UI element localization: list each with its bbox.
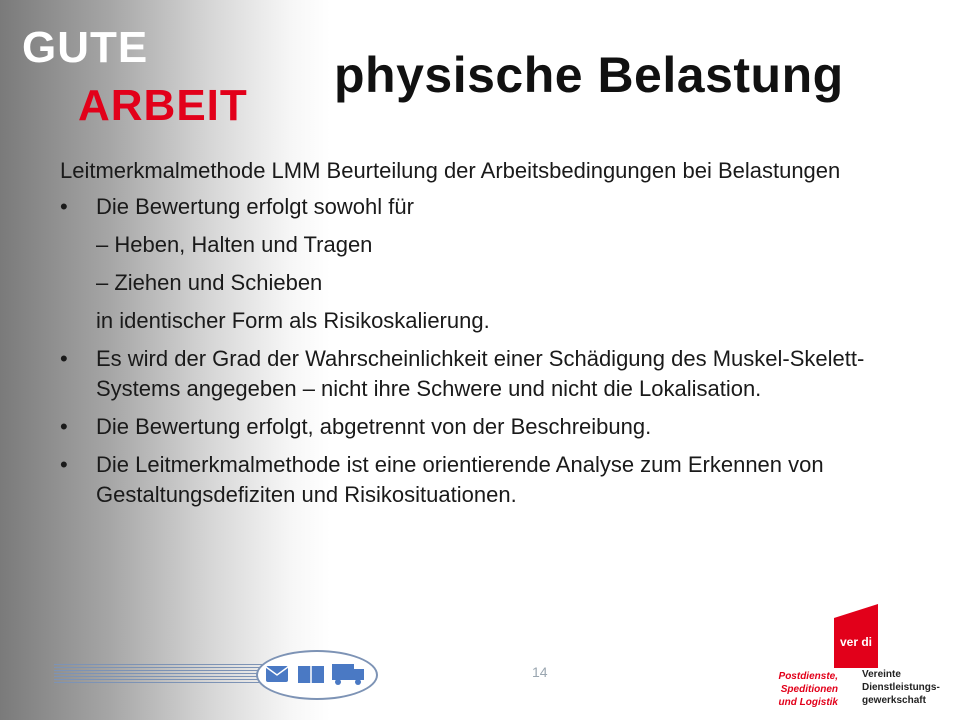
- footer-dark-line2: Dienstleistungs-: [862, 682, 940, 693]
- bullet-text: Die Bewertung erfolgt, abgetrennt von der Beschreibung.: [96, 414, 652, 439]
- footer-union-text: [862, 668, 940, 707]
- bullet-marker: •: [60, 194, 68, 219]
- bullet-text: Die Leitmerkmalmethode ist eine orientierende Analyse zum Erkennen von Gestaltungsdefiziten und Risikosituationen.: [96, 452, 824, 507]
- bullet-text: Es wird der Grad der Wahrscheinlichkeit einer Schädigung des Muskel-Skelett- Systems angegeben – nicht ihre Schwere und nicht die Lokalisation.: [96, 346, 865, 401]
- bullet-marker: •: [60, 452, 68, 477]
- footer-red-text: [730, 670, 838, 709]
- bullet-item: [60, 412, 910, 442]
- footer-red-line2: und Logistik: [778, 697, 838, 708]
- sub-item: [60, 268, 910, 298]
- footer-dark-line3: gewerkschaft: [862, 695, 926, 706]
- verdi-logo: [830, 604, 882, 668]
- bullet-text: Die Bewertung erfolgt sowohl für: [96, 194, 414, 219]
- logo-arbeit: ARBEIT: [78, 81, 248, 130]
- bullet-item: [60, 192, 910, 222]
- bullet-marker: •: [60, 414, 68, 439]
- slide-title: physische Belastung: [334, 47, 844, 103]
- footer-decoration-lines: [54, 664, 274, 684]
- footer-red-line1: Postdienste, Speditionen: [778, 671, 838, 695]
- letter-icon: [266, 666, 288, 682]
- footer-dark-line1: Vereinte: [862, 669, 901, 680]
- bullet-item: [60, 450, 910, 510]
- sub-item-text: in identischer Form als Risikoskalierung.: [96, 308, 490, 333]
- sub-item: [60, 230, 910, 260]
- page-number: 14: [532, 664, 548, 680]
- sub-item-text: – Ziehen und Schieben: [96, 270, 323, 295]
- bullet-item: [60, 344, 910, 404]
- intro-text: Leitmerkmalmethode LMM Beurteilung der Arbeitsbedingungen bei Belastungen: [60, 158, 841, 183]
- slide-content: [60, 156, 910, 518]
- verdi-logo-text: ver di: [839, 635, 873, 649]
- truck-icon: [262, 660, 370, 688]
- bullet-marker: •: [60, 346, 68, 371]
- sub-item: [60, 306, 910, 336]
- logo-gute: GUTE: [22, 23, 149, 72]
- sub-item-text: – Heben, Halten und Tragen: [96, 232, 373, 257]
